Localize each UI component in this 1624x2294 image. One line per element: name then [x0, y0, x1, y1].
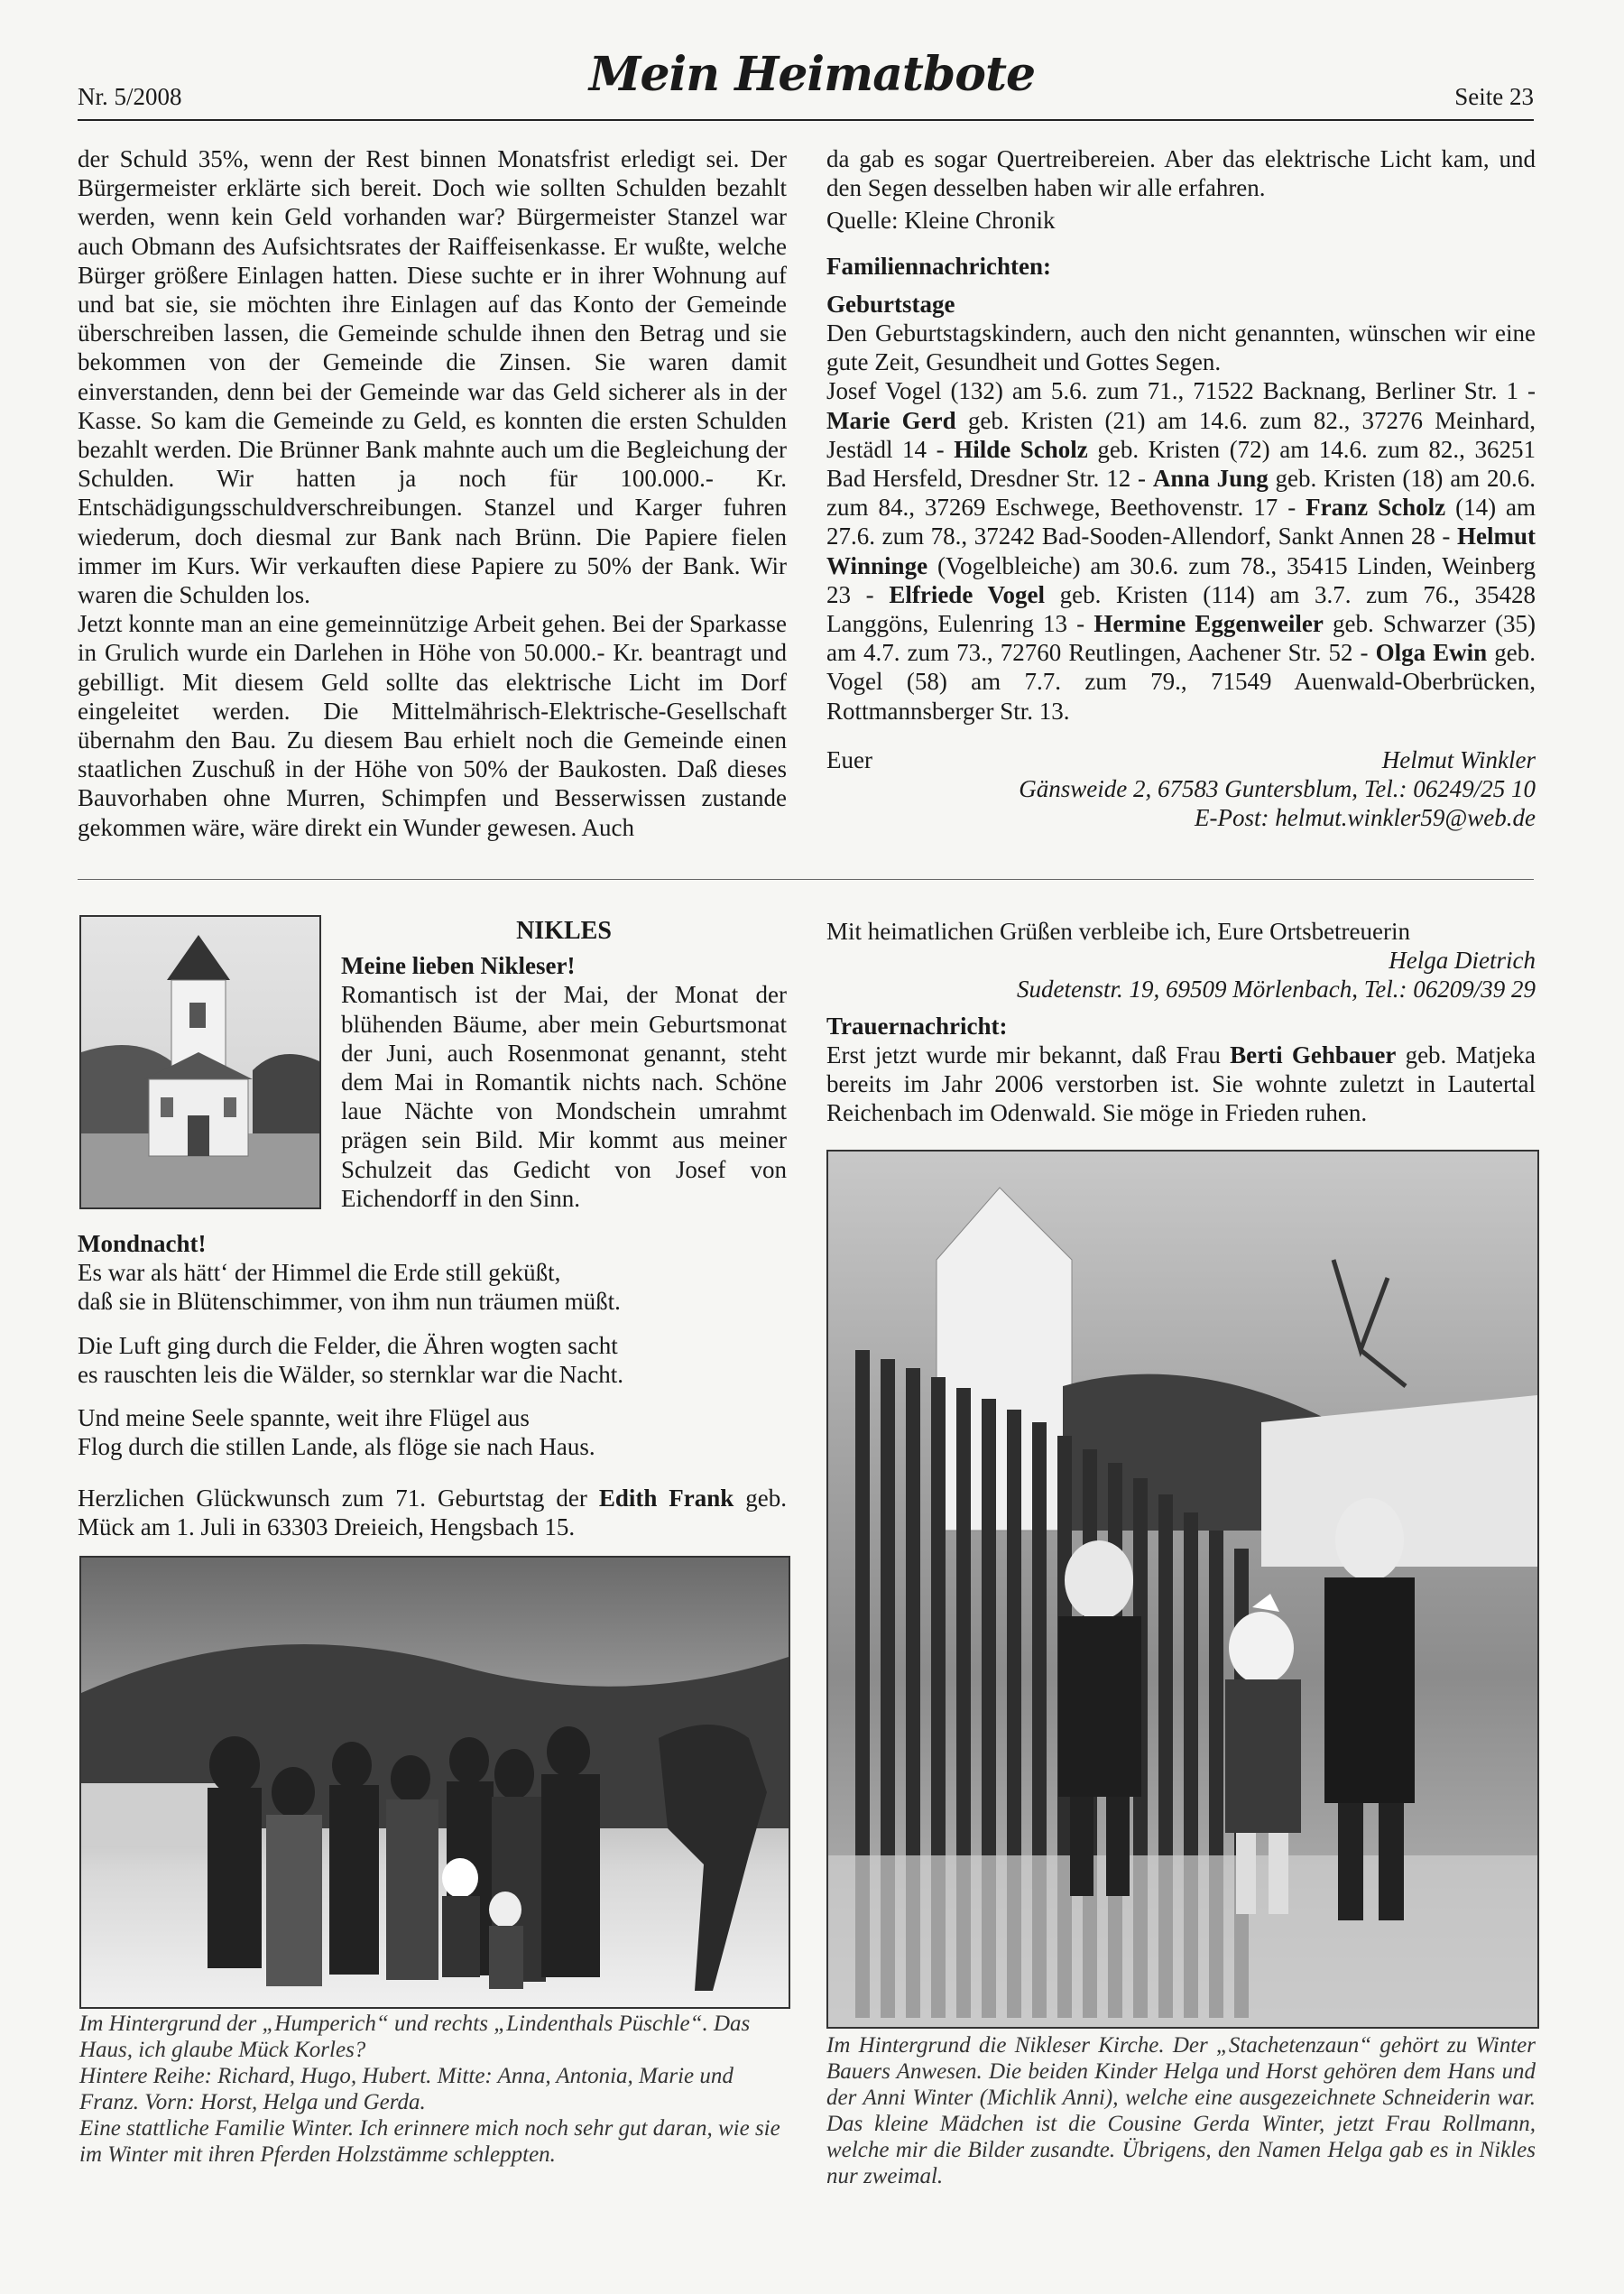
closing-word: Euer	[826, 745, 872, 773]
poem-line: es rauschten leis die Wälder, so sternklar war die Nacht.	[78, 1360, 623, 1388]
nikles-title: NIKLES	[516, 917, 612, 945]
page-number: Seite 23	[1454, 83, 1534, 110]
birthday-name: Marie Gerd	[826, 406, 956, 434]
signature-address: Gänsweide 2, 67583 Guntersblum, Tel.: 06249/25 10	[1019, 774, 1536, 802]
section-rule	[78, 879, 1534, 880]
family-illustration	[81, 1558, 789, 2007]
family-news-heading: Familiennachrichten:	[826, 252, 1051, 280]
masthead-logo: Mein Heimatbote	[588, 47, 1036, 102]
article-paragraph: da gab es sogar Quertreibereien. Aber das elektrische Licht kam, und den Segen desselben haben wir alle erfahren.	[826, 145, 1536, 202]
children-illustration	[828, 1152, 1537, 2027]
birthdays-intro: Den Geburtstagskindern, auch den nicht genannten, wünschen wir eine gute Zeit, Gesundheit und Gottes Segen.	[826, 319, 1536, 376]
mourning-heading: Trauernachricht:	[826, 1012, 1008, 1040]
left-column-top	[78, 144, 787, 842]
congrats-name: Edith Frank	[598, 1485, 734, 1512]
birthday-name: Franz Scholz	[1306, 494, 1446, 522]
mourning-name: Berti Gehbauer	[1230, 1041, 1397, 1068]
header-rule	[78, 119, 1534, 121]
church-photo	[79, 915, 321, 1209]
signature-name: Helga Dietrich	[1389, 947, 1536, 975]
family-photo-caption: Im Hintergrund der „Humperich“ und rechts „Lindenthals Püschle“. Das Haus, ich glaube Mück Korles? Hintere Reihe: Richard, Hugo, Hubert. Mitte: Anna, Antonia, Marie und Franz. Vorn: Horst, Helga und Gerda. Eine stattliche Familie Winter. Ich erinnere mich noch sehr gut daran, wie sie im Winter mit ihren Pferden Holzstämme schleppten.	[79, 2012, 780, 2167]
signature-email: E-Post: helmut.winkler59@web.de	[1194, 804, 1536, 832]
family-photo	[79, 1556, 790, 2009]
poem-line: Flog durch die stillen Lande, als flöge sie nach Haus.	[78, 1433, 595, 1461]
birthday-name: Helmut Winninge	[826, 523, 1536, 579]
children-photo	[826, 1150, 1539, 2029]
poem-line: Es war als hätt‘ der Himmel die Erde still geküßt,	[78, 1259, 561, 1287]
birthday-name: Hermine Eggenweiler	[1093, 610, 1324, 638]
congratulations: Herzlichen Glückwunsch zum 71. Geburtstag der Edith Frank geb. Mück am 1. Juli in 63303 Dreieich, Hengsbach 15.	[78, 1485, 787, 1541]
birthday-name: Olga Ewin	[1375, 639, 1488, 667]
article-paragraph: der Schuld 35%, wenn der Rest binnen Monatsfrist erledigt sei. Der Bürgermeister erklärte sich bereit. Doch wie sollten Schulden bezahlt werden, wenn kein Geld vorhanden war? Bürgermeister Stanzel war auch Obmann des Aufsichtsrates der Raiffeisenkasse. Er wußte, welche Bürger größere Einlagen hatten. Diese suchte er in ihrer Wohnung auf und bat sie, sie möchten ihre Einlagen auf das Konto der Gemeinde überschreiben lassen, die Gemeinde schulde ihnen den Betrag und sie bekommen von der Gemeinde die Zinsen. Sie waren damit einverstanden, denn bei der Gemeinde war das Geld sicherer als in der Kasse. So kam die Gemeinde zu Geld, es konnten die ersten Schulden bezahlt werden. Die Brünner Bank mahnte auch um die Begleichung der Schulden. Wir hatten ja noch für 100.000.- Kr. Entschädigungsschuldverschreibungen. Stanzel und Karger fuhren wiederum, doch diesmal zur Bank nach Brünn. Die Papiere fielen immer im Kurs. Wir verkauften diese Papiere zu 50% der Bank. Wir waren die Schulden los.	[78, 145, 787, 609]
nikles-intro-block	[341, 917, 787, 1213]
birthday-name: Elfriede Vogel	[889, 580, 1045, 608]
birthday-name: Anna Jung	[1152, 465, 1269, 493]
nikles-greeting: Meine lieben Nikleser!	[341, 952, 576, 980]
article-paragraph: Jetzt konnte man an eine gemeinnützige Arbeit gehen. Bei der Sparkasse in Grulich wurde ein Darlehen in Höhe von 50.000.- Kr. beantragt und gebilligt. Mit diesem Geld sollte das elektrische Licht im Dorf eingeleitet werden. Die Mittelmährisch-Elektrische-Gesellschaft übernahm den Bau. Zu diesem Bau erhielt noch die Gemeinde einen staatlichen Zuschuß in der Höhe von 50% der Baukosten. Daß dieses Bauvorhaben ohne Murren, Schimpfen und Besserwissen zustande gekommen wäre, wäre direkt ein Wunder gewesen. Auch	[78, 610, 787, 841]
source-line: Quelle: Kleine Chronik	[826, 207, 1056, 235]
poem-line: Die Luft ging durch die Felder, die Ähren wogten sacht	[78, 1331, 618, 1359]
poem-block	[78, 1229, 787, 1461]
signature-name: Helmut Winkler	[1381, 745, 1536, 773]
poem-line: Und meine Seele spannte, weit ihre Flügel aus	[78, 1404, 530, 1432]
poem-line: daß sie in Blütenschimmer, von ihm nun träumen müßt.	[78, 1288, 621, 1316]
poem-title: Mondnacht!	[78, 1230, 207, 1257]
birthday-name: Hilde Scholz	[954, 435, 1088, 463]
mourning-text: Erst jetzt wurde mir bekannt, daß Frau Berti Gehbauer geb. Matjeka bereits im Jahr 2006 verstorben ist. Sie wohnte zuletzt in Lautertal Reichenbach im Odenwald. Sie möge in Frieden ruhen.	[826, 1041, 1536, 1127]
signature-address: Sudetenstr. 19, 69509 Mörlenbach, Tel.: 06209/39 29	[1017, 976, 1536, 1004]
right-column-bottom	[826, 917, 1536, 1127]
nikles-intro: Romantisch ist der Mai, der Monat der blühenden Bäume, aber mein Geburtsmonat der Juni, auch Rosenmonat genannt, steht dem Mai in Romantik nichts nach. Schöne laue Nächte von Mondschein umrahmt prägen sein Bild. Mir kommt aus meiner Schulzeit das Gedicht von Josef von Eichendorff in den Sinn.	[341, 981, 787, 1212]
children-photo-caption: Im Hintergrund die Nikleser Kirche. Der „Stachetenzaun“ gehört zu Winter Bauers Anwesen. Die beiden Kinder Helga und Horst gehören dem Hans und der Anni Winter (Michlik Anni), welche eine ausgezeichnete Schneiderin war. Das kleine Mädchen ist die Cousine Gerda Winter, jetzt Frau Rollmann, welche mir die Bilder zusandte. Übrigens, den Namen Helga gab es in Nikles nur zweimal.	[826, 2033, 1536, 2188]
right-column-top	[826, 144, 1536, 832]
church-illustration	[81, 917, 319, 1207]
birthday-list: Josef Vogel (132) am 5.6. zum 71., 71522 Backnang, Berliner Str. 1 - Marie Gerd geb. Kristen (21) am 14.6. zum 82., 37276 Meinhard, Jestädl 14 - Hilde Scholz geb. Kristen (72) am 14.6. zum 82., 36251 Bad Hersfeld, Dresdner Str. 12 - Anna Jung geb. Kristen (18) am 20.6. zum 84., 37269 Eschwege, Beethovenstr. 17 - Franz Scholz (14) am 27.6. zum 78., 37242 Bad-Sooden-Allendorf, Sankt Annen 28 - Helmut Winninge (Vogelbleiche) am 30.6. zum 78., 35415 Linden, Weinberg 23 - Elfriede Vogel geb. Kristen (114) am 3.7. zum 76., 35428 Langgöns, Eulenring 13 - Hermine Eggenweiler geb. Schwarzer (35) am 4.7. zum 73., 72760 Reutlingen, Aachener Str. 52 - Olga Ewin geb. Vogel (58) am 7.7. zum 79., 71549 Auenwald-Oberbrücken, Rottmannsberger Str. 13.	[826, 377, 1536, 725]
issue-number: Nr. 5/2008	[78, 83, 182, 110]
closing-greeting: Mit heimatlichen Grüßen verbleibe ich, Eure Ortsbetreuerin	[826, 918, 1411, 945]
birthdays-subheading: Geburtstage	[826, 290, 955, 318]
